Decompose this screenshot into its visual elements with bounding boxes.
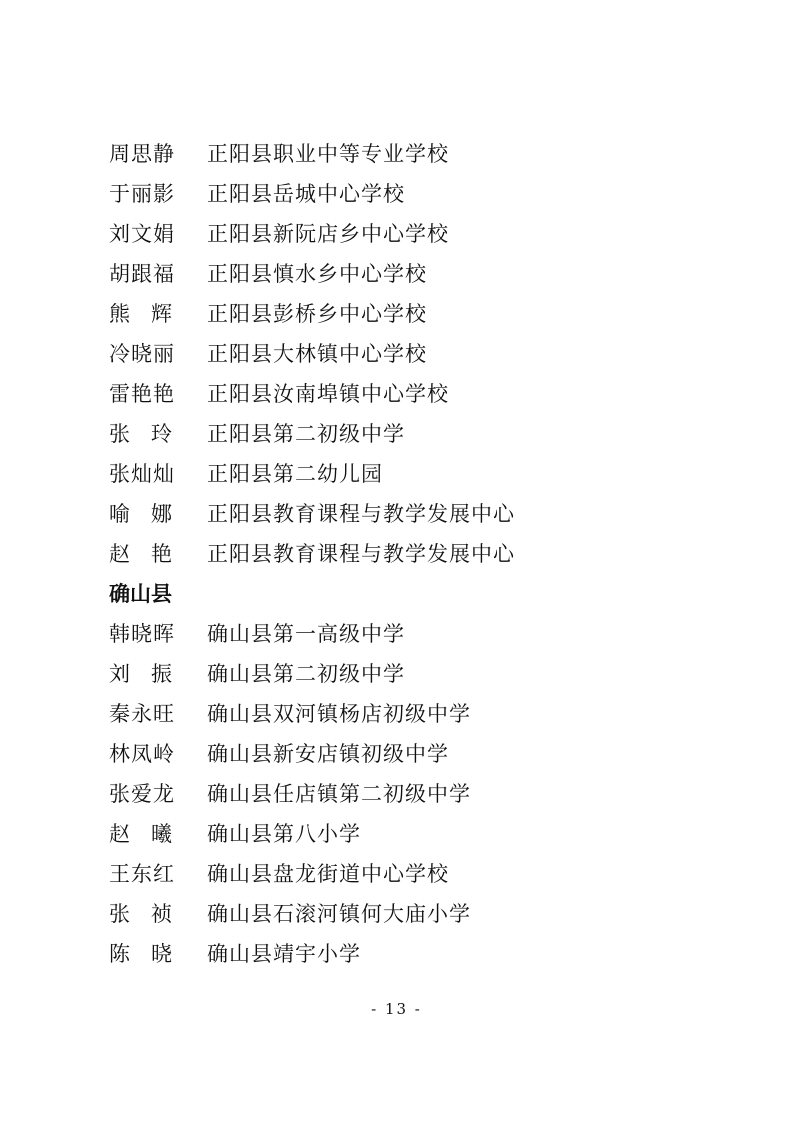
person-name: 于丽影 xyxy=(109,182,175,206)
list-item xyxy=(109,134,729,174)
organization: 确山县双河镇杨店初级中学 xyxy=(207,702,471,726)
person-name: 周思静 xyxy=(109,142,175,166)
person-name: 喻 娜 xyxy=(109,502,172,526)
list-item xyxy=(109,334,729,374)
organization: 正阳县职业中等专业学校 xyxy=(207,142,449,166)
list-item xyxy=(109,294,729,334)
page-number: - 13 - xyxy=(371,1000,422,1018)
person-name: 雷艳艳 xyxy=(109,382,175,406)
organization: 正阳县慎水乡中心学校 xyxy=(207,262,427,286)
list-item xyxy=(109,494,729,534)
list-item xyxy=(109,774,729,814)
organization: 确山县石滚河镇何大庙小学 xyxy=(207,902,471,926)
person-name: 韩晓晖 xyxy=(109,622,175,646)
section-heading: 确山县 xyxy=(109,582,172,606)
person-name: 冷晓丽 xyxy=(109,342,175,366)
organization: 确山县第一高级中学 xyxy=(207,622,405,646)
organization: 确山县第八小学 xyxy=(207,822,361,846)
person-name: 林凤岭 xyxy=(109,742,175,766)
list-item xyxy=(109,214,729,254)
person-name: 张 玲 xyxy=(109,422,172,446)
organization: 确山县靖宇小学 xyxy=(207,942,361,966)
person-name: 刘文娟 xyxy=(109,222,175,246)
organization: 确山县任店镇第二初级中学 xyxy=(207,782,471,806)
list-item xyxy=(109,854,729,894)
person-name: 赵 曦 xyxy=(109,822,172,846)
person-name: 熊 辉 xyxy=(109,302,172,326)
organization: 正阳县岳城中心学校 xyxy=(207,182,405,206)
list-item xyxy=(109,254,729,294)
person-name: 张 祯 xyxy=(109,902,172,926)
person-name: 陈 晓 xyxy=(109,942,172,966)
person-name: 秦永旺 xyxy=(109,702,175,726)
list-item xyxy=(109,814,729,854)
person-name: 赵 艳 xyxy=(109,542,172,566)
organization: 确山县新安店镇初级中学 xyxy=(207,742,449,766)
person-name: 胡跟福 xyxy=(109,262,175,286)
person-name: 王东红 xyxy=(109,862,175,886)
list-item xyxy=(109,894,729,934)
organization: 正阳县教育课程与教学发展中心 xyxy=(207,542,515,566)
organization: 正阳县新阮店乡中心学校 xyxy=(207,222,449,246)
list-item xyxy=(109,654,729,694)
organization: 正阳县大林镇中心学校 xyxy=(207,342,427,366)
list-item xyxy=(109,534,729,574)
list-item xyxy=(109,374,729,414)
organization: 确山县盘龙街道中心学校 xyxy=(207,862,449,886)
organization: 正阳县第二初级中学 xyxy=(207,422,405,446)
organization: 正阳县彭桥乡中心学校 xyxy=(207,302,427,326)
list-item xyxy=(109,454,729,494)
name-list xyxy=(109,134,729,974)
organization: 正阳县汝南埠镇中心学校 xyxy=(207,382,449,406)
list-item xyxy=(109,934,729,974)
person-name: 张爱龙 xyxy=(109,782,175,806)
person-name: 张灿灿 xyxy=(109,462,175,486)
list-item xyxy=(109,734,729,774)
list-item xyxy=(109,174,729,214)
organization: 正阳县第二幼儿园 xyxy=(207,462,383,486)
list-item xyxy=(109,694,729,734)
list-item xyxy=(109,414,729,454)
person-name: 刘 振 xyxy=(109,662,172,686)
list-item xyxy=(109,614,729,654)
organization: 正阳县教育课程与教学发展中心 xyxy=(207,502,515,526)
organization: 确山县第二初级中学 xyxy=(207,662,405,686)
